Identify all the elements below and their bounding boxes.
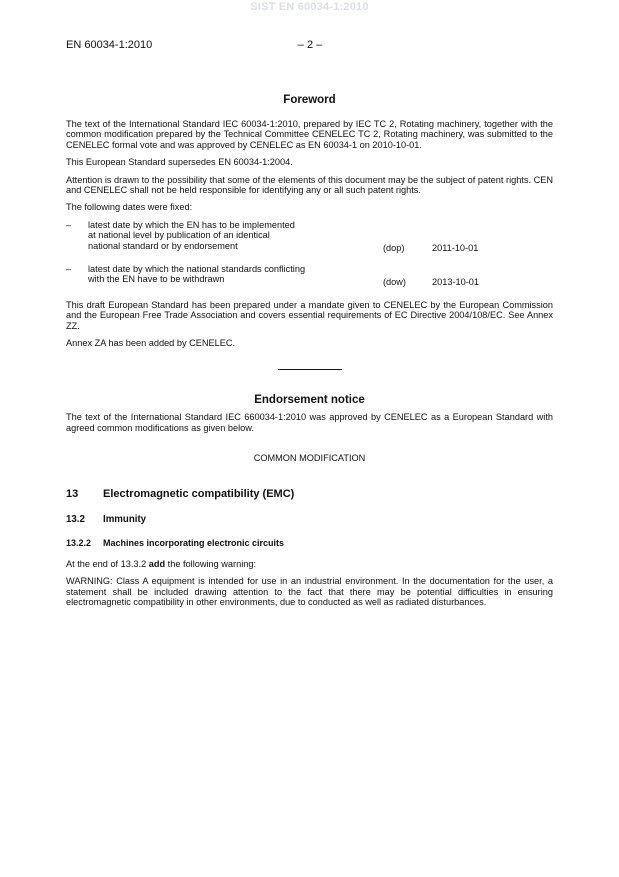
section-13-heading — [66, 488, 553, 501]
document-id: EN 60034-1:2010 — [66, 39, 153, 51]
date-description-line: latest date by which the national standards conflicting — [88, 263, 306, 274]
date-description — [88, 220, 348, 251]
date-value: 2013-10-01 — [432, 277, 479, 288]
list-dash: – — [66, 219, 72, 230]
watermark: SIST EN 60034-1:2010 — [250, 1, 369, 13]
endorsement-title: Endorsement notice — [254, 394, 365, 407]
page-content — [66, 94, 553, 614]
list-dash: – — [66, 263, 72, 274]
section-13-2-heading — [66, 514, 553, 525]
date-description-line: national standard or by endorsement — [88, 240, 238, 251]
subsubsection-title: Machines incorporating electronic circuits — [103, 537, 285, 548]
common-modification-heading: COMMON MODIFICATION — [253, 453, 366, 464]
foreword-paragraph-2: This European Standard supersedes EN 60034-1:2004. — [66, 157, 293, 168]
date-item-dow — [66, 264, 553, 290]
instruction-text: At the end of 13.3.2 — [66, 558, 149, 569]
subsubsection-number: 13.2.2 — [66, 537, 92, 548]
instruction-text: the following warning: — [165, 558, 257, 569]
section-13-2-2-heading — [66, 538, 553, 548]
warning-paragraph: WARNING: Class A equipment is intended for use in an industrial environment. In the documentation for the user, a statement shall be included drawing attention to the fact that there may be potential difficulties in ensuring electromagnetic compatibility in other environments, due to conducted as well as radiated disturbances. — [66, 576, 553, 607]
date-code: (dow) — [383, 277, 406, 288]
date-description-line: latest date by which the EN has to be implemented — [88, 219, 295, 230]
section-divider — [278, 369, 342, 370]
foreword-paragraph-3: Attention is drawn to the possibility that some of the elements of this document may be the subject of patent rights. CEN and CENELEC shall not be held responsible for identifying any or all such patent rights. — [66, 174, 553, 196]
subsection-title: Immunity — [103, 513, 147, 525]
instruction-paragraph — [66, 559, 553, 569]
foreword-paragraph-5: This draft European Standard has been prepared under a mandate given to CENELEC by the European Commission and the European Free Trade Association and covers essential requirements of EC Directive 2004/108/EC. See Annex ZZ. — [66, 299, 553, 331]
foreword-title: Foreword — [283, 94, 336, 106]
date-description — [88, 264, 348, 285]
endorsement-paragraph: The text of the International Standard IEC 660034-1:2010 was approved by CENELEC as a European Standard with agreed common modifications as given below. — [66, 412, 553, 433]
date-description-line: at national level by publication of an identical — [88, 230, 270, 241]
section-number: 13 — [66, 487, 79, 500]
foreword-paragraph-4: The following dates were fixed: — [66, 202, 193, 213]
page-number: – 2 – — [297, 39, 323, 51]
foreword-paragraph-1: The text of the International Standard IEC 60034-1:2010, prepared by IEC TC 2, Rotating machinery, together with the common modification prepared by the Technical Committee CENELEC TC 2, Rotating machinery, was submitted to the CENELEC formal vote and was approved by CENELEC as EN 60034-1 on 2010-10-01. — [66, 119, 553, 150]
foreword-paragraph-6: Annex ZA has been added by CENELEC. — [66, 338, 236, 349]
subsection-number: 13.2 — [66, 513, 85, 525]
date-code: (dop) — [383, 243, 405, 254]
date-value: 2011-10-01 — [432, 243, 479, 254]
date-description-line: with the EN have to be withdrawn — [88, 274, 225, 285]
section-title: Electromagnetic compatibility (EMC) — [103, 487, 295, 500]
instruction-keyword: add — [148, 558, 166, 569]
date-item-dop — [66, 220, 553, 256]
